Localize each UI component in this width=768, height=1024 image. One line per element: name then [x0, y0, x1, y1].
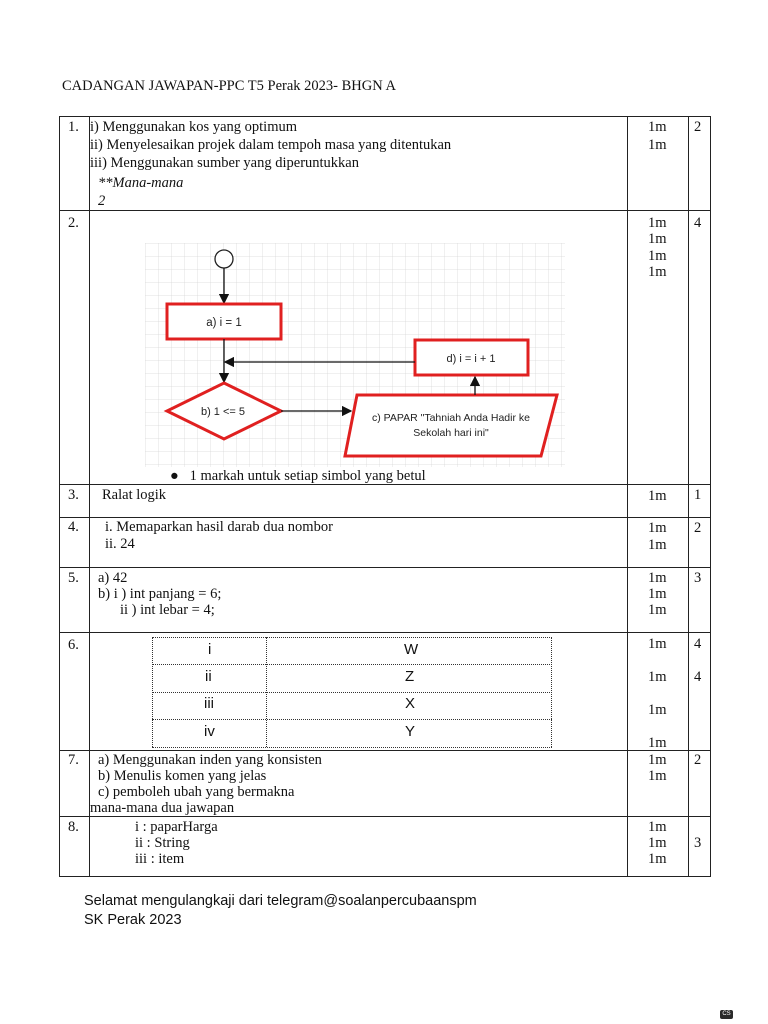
question-number: 6. — [68, 637, 79, 653]
label-c-line2: Sekolah hari ini" — [413, 427, 489, 439]
question-number: 3. — [68, 487, 79, 503]
answer-text: iii) Menggunakan sumber yang diperuntukkan — [90, 155, 359, 171]
mark-value: 1m — [648, 735, 667, 751]
table-row — [60, 117, 710, 210]
answer-table — [59, 116, 711, 877]
mark-value: 1m — [648, 819, 667, 835]
mark-value: 1m — [648, 215, 667, 231]
mark-value: 1m — [648, 248, 667, 264]
total-mark: 2 — [694, 119, 702, 135]
total-mark: 4 — [694, 215, 702, 231]
answer-note: 2 — [98, 193, 106, 209]
total-mark: 1 — [694, 487, 702, 503]
mark-value: 1m — [648, 702, 667, 718]
matching-table — [152, 637, 552, 747]
answer-note: **Mana-mana — [98, 175, 184, 191]
mark-value: 1m — [648, 231, 667, 247]
table-row — [60, 816, 710, 878]
question-number: 1. — [68, 119, 79, 135]
camscanner-logo-icon: CS — [720, 1010, 733, 1019]
answer-note: mana-mana dua jawapan — [90, 800, 235, 816]
mark-value: 1m — [648, 669, 667, 685]
matching-left: iv — [204, 723, 215, 740]
question-number: 7. — [68, 752, 79, 768]
mark-value: 1m — [648, 119, 667, 135]
question-number: 4. — [68, 519, 79, 535]
mark-value: 1m — [648, 636, 667, 652]
table-row — [60, 750, 710, 817]
flowchart-figure — [145, 243, 565, 467]
table-row — [60, 517, 710, 568]
answer-text: b) Menulis komen yang jelas — [98, 768, 267, 784]
label-c-line1: c) PAPAR "Tahniah Anda Hadir ke — [371, 412, 531, 424]
table-row — [60, 484, 710, 518]
table-row — [60, 567, 710, 633]
label-a: a) i = 1 — [206, 317, 242, 329]
answer-text: i) Menggunakan kos yang optimum — [90, 119, 298, 135]
mark-value: 1m — [648, 602, 667, 618]
label-d: d) i = i + 1 — [446, 353, 496, 365]
answer-text: i : paparHarga — [135, 819, 218, 835]
mark-value: 1m — [648, 520, 667, 536]
matching-left: iii — [204, 695, 214, 712]
question-number: 2. — [68, 215, 79, 231]
matching-row-line — [152, 719, 552, 720]
table-row — [60, 632, 710, 751]
label-b: b) 1 <= 5 — [200, 406, 246, 418]
answer-text: ii ) int lebar = 4; — [120, 602, 215, 618]
mark-value: 1m — [648, 137, 667, 153]
total-mark: 4 — [694, 636, 702, 652]
answer-text: ii. 24 — [105, 536, 135, 552]
answer-text: Ralat logik — [102, 487, 167, 503]
answer-text: c) pemboleh ubah yang bermakna — [98, 784, 295, 800]
mark-value: 1m — [648, 570, 667, 586]
matching-row-line — [152, 637, 552, 638]
mark-value: 1m — [648, 537, 667, 553]
page-title: CADANGAN JAWAPAN-PPC T5 Perak 2023- BHGN A — [62, 78, 396, 94]
bullet-note: ● 1 markah untuk setiap simbol yang betul — [170, 468, 426, 484]
matching-row-line — [152, 747, 552, 748]
matching-right: Z — [405, 668, 415, 685]
mark-value: 1m — [648, 586, 667, 602]
mark-value: 1m — [648, 768, 667, 784]
answer-text: i. Memaparkan hasil darab dua nombor — [105, 519, 333, 535]
matching-right: Y — [405, 723, 416, 740]
total-mark: 3 — [694, 835, 702, 851]
matching-right: X — [405, 695, 416, 712]
question-number: 8. — [68, 819, 79, 835]
question-number: 5. — [68, 570, 79, 586]
answer-text: b) i ) int panjang = 6; — [98, 586, 222, 602]
answer-text: a) 42 — [98, 570, 128, 586]
matching-left: i — [208, 641, 212, 658]
answer-text: a) Menggunakan inden yang konsisten — [98, 752, 322, 768]
bullet-note-text: 1 markah untuk setiap simbol yang betul — [189, 468, 426, 484]
mark-value: 1m — [648, 488, 667, 504]
mark-value: 1m — [648, 851, 667, 867]
footer-line-1: Selamat mengulangkaji dari telegram@soalanpercubaanspm — [84, 893, 477, 909]
total-mark: 2 — [694, 752, 702, 768]
total-mark: 4 — [694, 669, 702, 685]
start-terminal — [215, 250, 233, 268]
answer-text: ii) Menyelesaikan projek dalam tempoh masa yang ditentukan — [90, 137, 452, 153]
total-mark: 3 — [694, 570, 702, 586]
total-mark: 2 — [694, 520, 702, 536]
matching-row-line — [152, 664, 552, 665]
answer-text: iii : item — [135, 851, 185, 867]
answer-text: ii : String — [135, 835, 190, 851]
mark-value: 1m — [648, 264, 667, 280]
mark-value: 1m — [648, 752, 667, 768]
mark-value: 1m — [648, 835, 667, 851]
matching-row-line — [152, 692, 552, 693]
matching-left: ii — [205, 668, 212, 685]
footer-line-2: SK Perak 2023 — [84, 912, 182, 928]
matching-right: W — [404, 641, 419, 658]
output-parallelogram-c — [345, 395, 557, 456]
